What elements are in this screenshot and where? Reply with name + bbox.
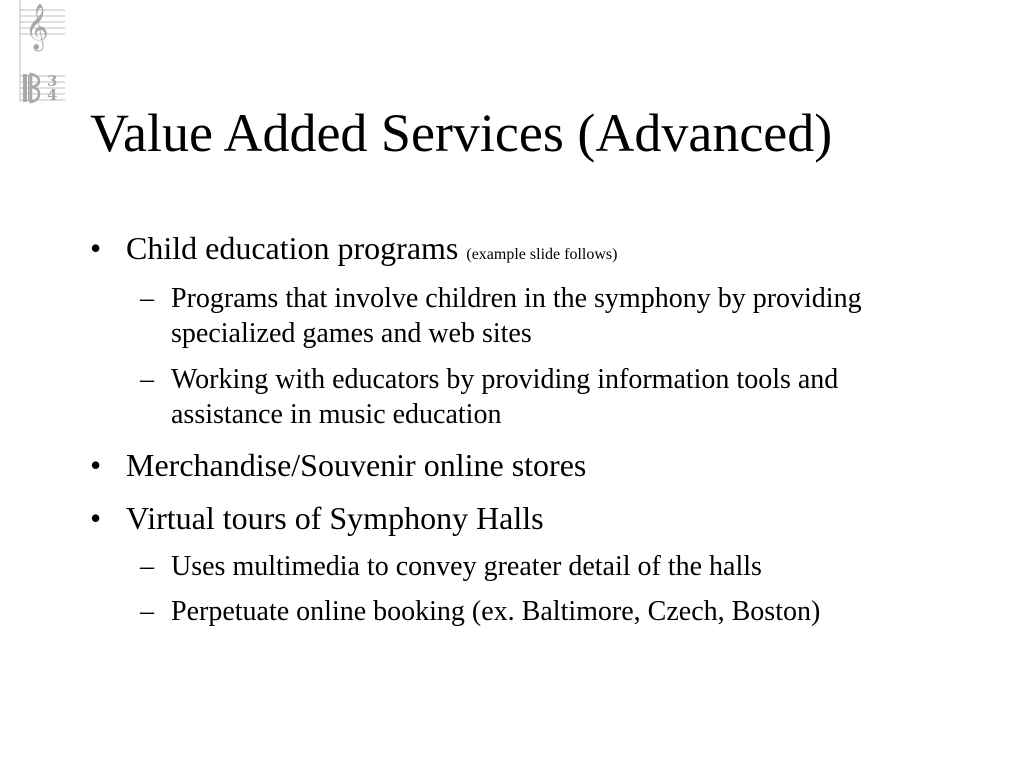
sub-bullet-text: Uses multimedia to convey greater detail of the halls (171, 551, 762, 582)
time-signature-top: 3 (47, 72, 58, 90)
bullet-text: Child education programs (126, 230, 459, 266)
dash-marker: – (140, 364, 154, 395)
bullet-note: (example slide follows) (466, 246, 618, 263)
bullet-item (90, 446, 586, 484)
sub-bullet-item (140, 549, 951, 584)
time-signature-bottom: 4 (47, 86, 58, 104)
sub-bullet-text: Working with educators by providing information tools and assistance in music education (171, 364, 839, 430)
treble-clef-glyph: 𝄞 (25, 4, 49, 50)
bullet-marker: • (90, 230, 102, 266)
bullet-text: Virtual tours of Symphony Halls (126, 500, 544, 536)
sub-bullet-text: Perpetuate online booking (ex. Baltimore, Czech, Boston) (171, 596, 821, 627)
bullet-item (90, 229, 617, 274)
slide-title: Value Added Services (Advanced) (90, 103, 833, 163)
sub-bullet-item (140, 362, 951, 432)
dash-marker: – (140, 551, 154, 582)
bullet-marker: • (90, 447, 102, 483)
bullet-text: Merchandise/Souvenir online stores (126, 447, 587, 483)
sub-bullet-text: Programs that involve children in the symphony by providing specialized games and web sites (171, 283, 862, 349)
dash-marker: – (140, 596, 154, 627)
music-staff-icon (17, 0, 67, 106)
sub-bullet-item (140, 281, 951, 351)
bullet-marker: • (90, 500, 102, 536)
bullet-item (90, 499, 544, 537)
sub-bullet-item (140, 594, 951, 629)
dash-marker: – (140, 283, 154, 314)
